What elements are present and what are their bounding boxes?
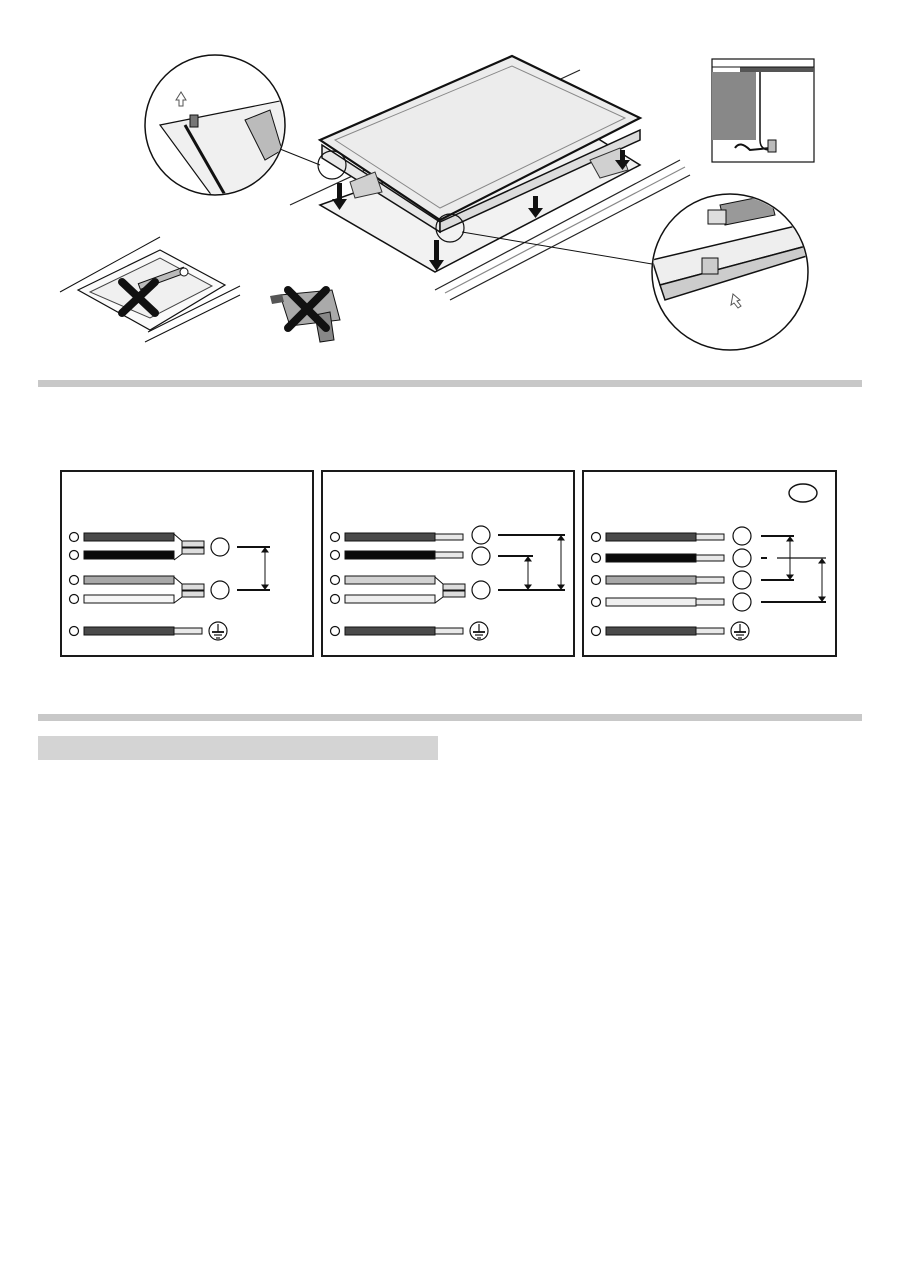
terminal-markers <box>70 533 79 636</box>
wire-brown <box>606 533 724 541</box>
installation-illustration <box>0 0 900 370</box>
terminal-markers <box>331 533 340 636</box>
wiring-diagram-1 <box>60 470 314 657</box>
wire-blue <box>345 595 435 603</box>
wire-grey <box>345 576 435 584</box>
output-markers <box>211 538 229 599</box>
wiring-diagram-3 <box>582 470 837 657</box>
output-markers <box>472 526 490 599</box>
voltage-span <box>498 535 565 590</box>
wiring-diagram-2 <box>321 470 575 657</box>
section-heading-bar <box>38 736 438 760</box>
wire-blue <box>84 595 174 603</box>
section-divider <box>38 380 862 387</box>
earth-ground-icon <box>470 622 488 640</box>
voltage-span <box>237 547 270 590</box>
bridge-1 <box>174 534 204 560</box>
wire-black <box>606 554 724 562</box>
wire-grey <box>84 576 174 584</box>
detail-cross-section <box>712 59 814 162</box>
wire-brown <box>84 533 174 541</box>
output-markers <box>733 527 751 611</box>
wire-grey <box>606 576 724 584</box>
voltage-span <box>761 536 826 602</box>
bridge-1 <box>435 577 465 603</box>
wire-green-yellow <box>606 627 724 635</box>
terminal-markers <box>592 533 601 636</box>
earth-ground-icon <box>209 622 227 640</box>
detail-clip-left <box>145 55 290 200</box>
section-divider <box>38 714 862 721</box>
detail-clip-right <box>652 194 810 350</box>
earth-ground-icon <box>731 622 749 640</box>
wire-green-yellow <box>345 627 463 635</box>
wire-green-yellow <box>84 627 202 635</box>
wire-black <box>345 551 463 559</box>
wire-blue <box>606 598 724 606</box>
country-code-badge <box>789 484 817 502</box>
wire-brown <box>345 533 463 541</box>
wire-black <box>84 551 174 559</box>
bridge-2 <box>174 577 204 603</box>
